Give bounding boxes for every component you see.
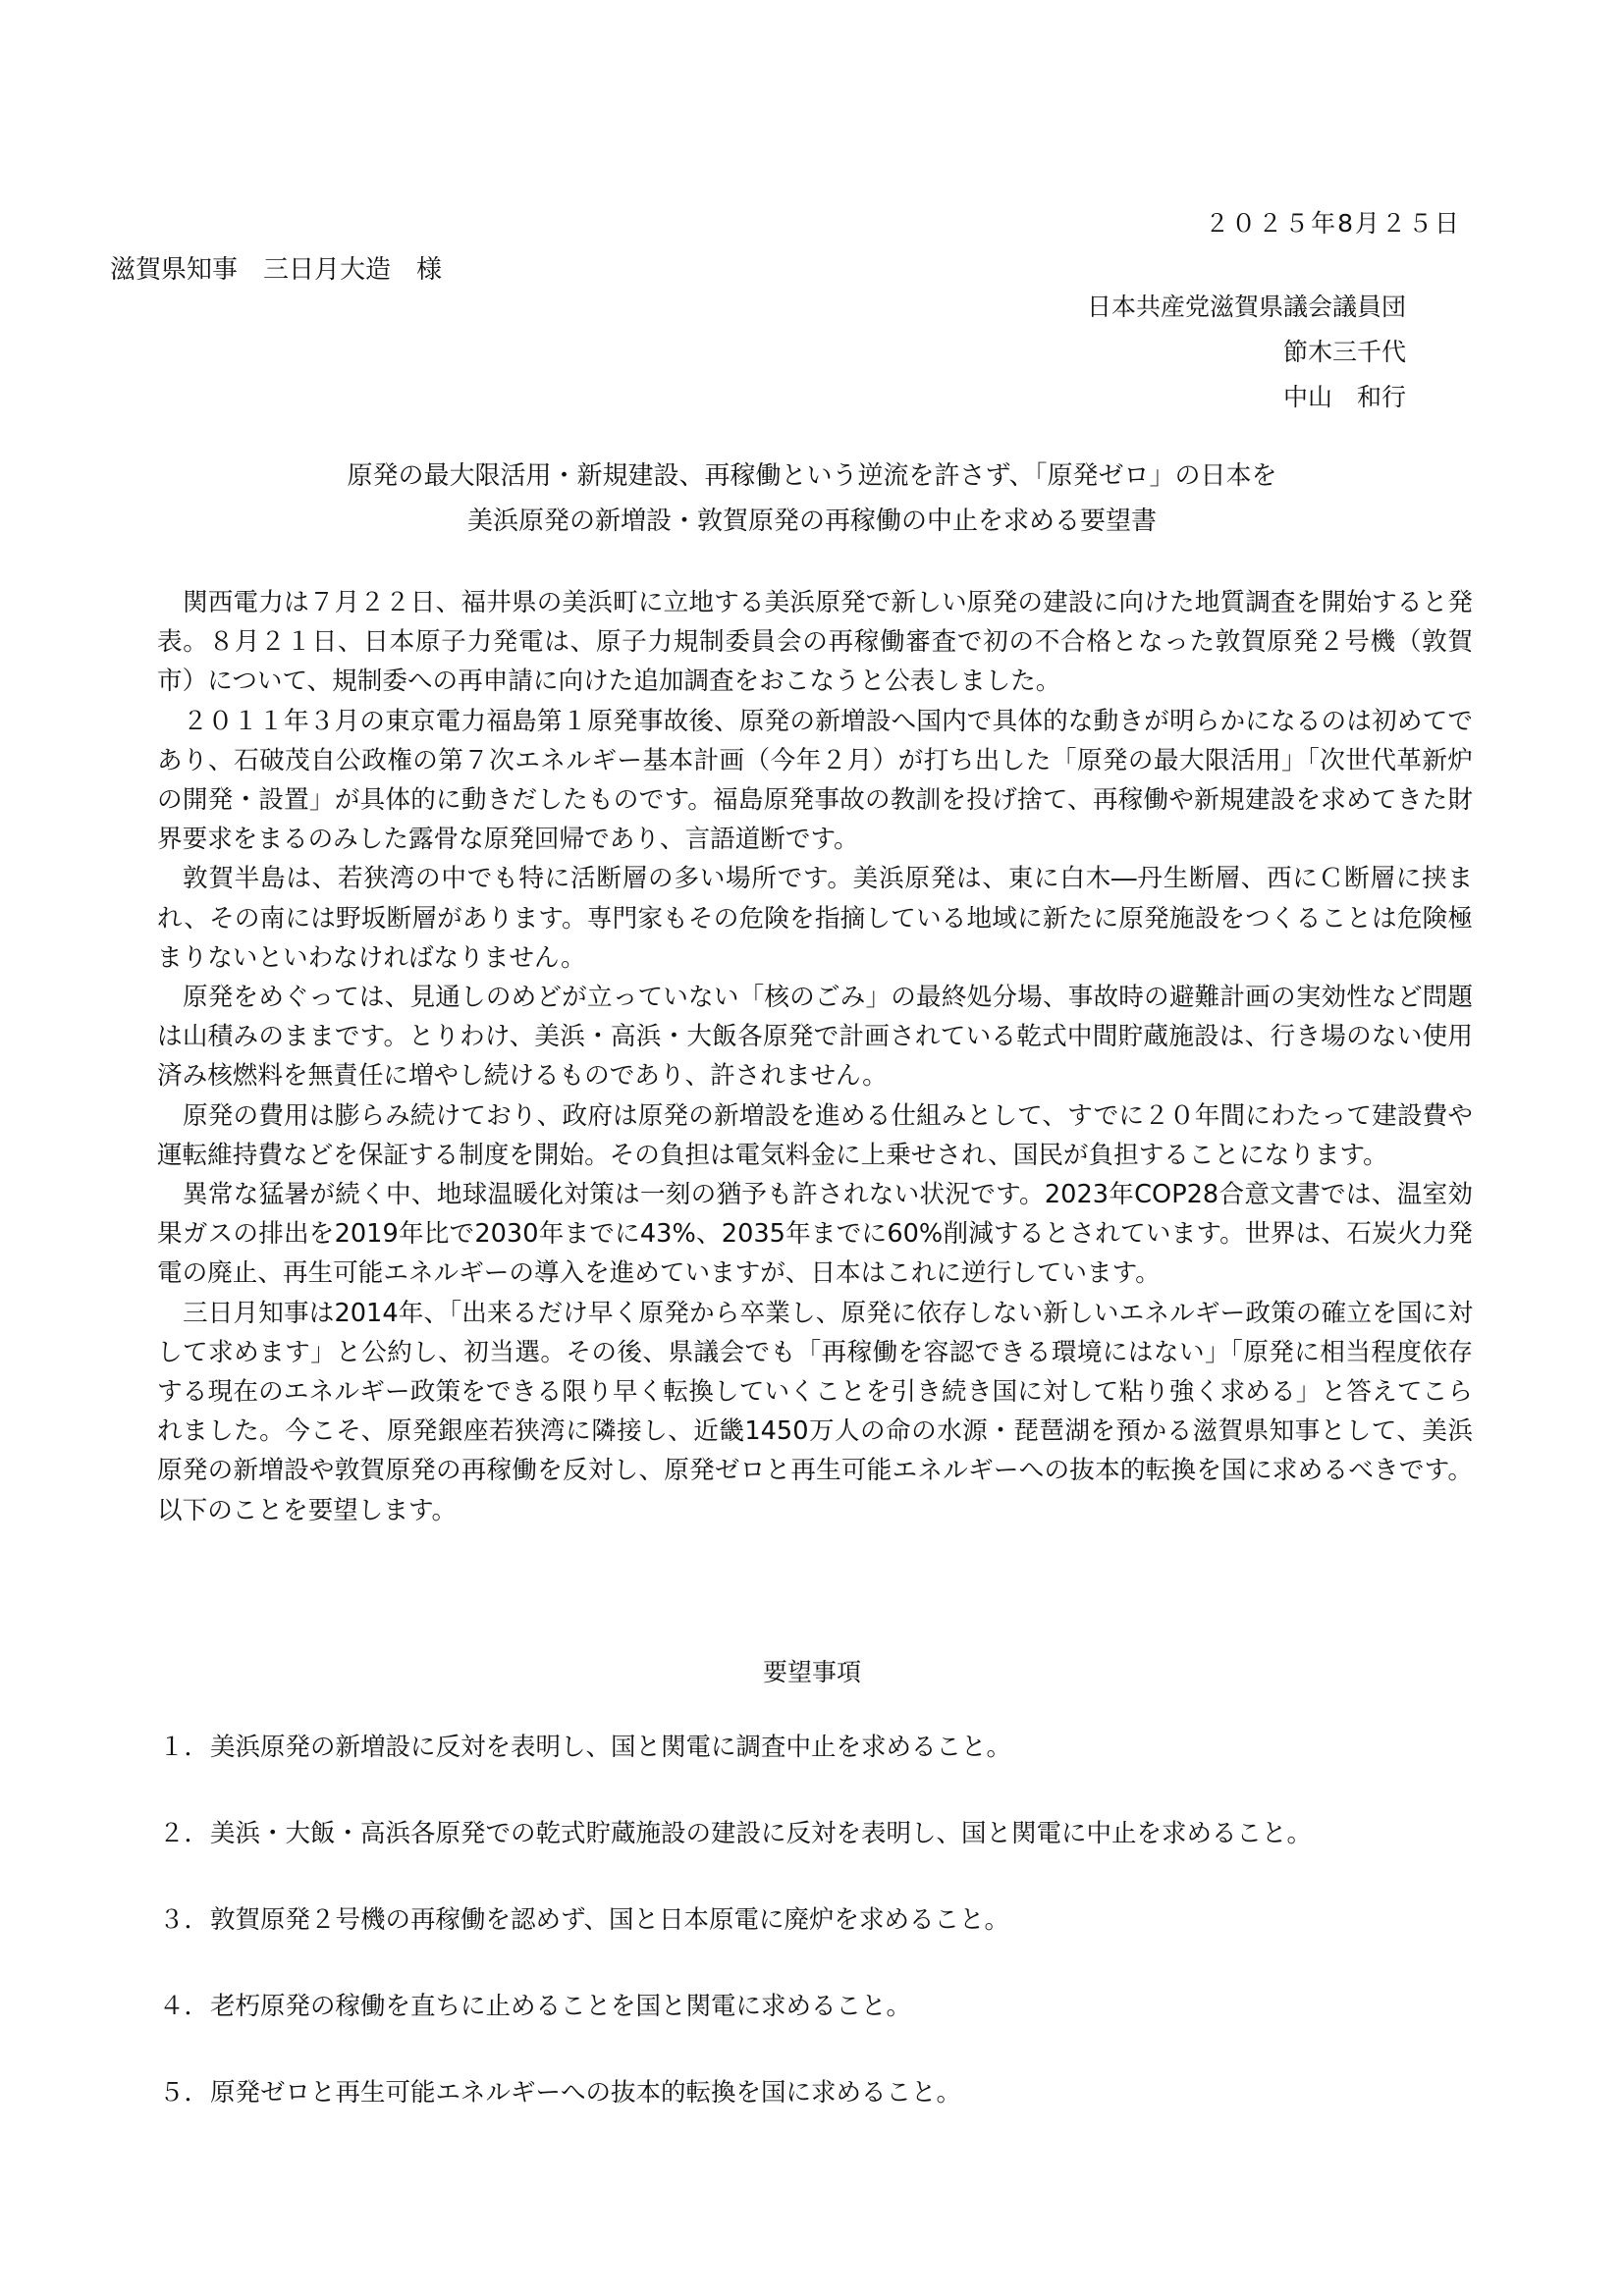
addressee: 滋賀県知事 三日月大造 様 — [110, 255, 443, 285]
demand-text: 美浜・大飯・高浜各原発での乾式貯蔵施設の建設に反対を表明し、国と関電に中止を求めること。 — [210, 1819, 1313, 1848]
demands-list — [159, 1728, 1475, 2160]
body-paragraph: 原発をめぐっては、見通しのめどが立っていない「核のごみ」の最終処分場、事故時の避難計画の実効性など問題は山積みのままです。とりわけ、美浜・高浜・大飯各原発で計画されている乾式中間貯蔵施設は、行き場のない使用済み核燃料を無責任に増やし続けるものであり、許されません。 — [157, 983, 1473, 1092]
sender-organization: 日本共産党滋賀県議会議員団 — [1086, 293, 1406, 321]
title-line: 原発の最大限活用・新規建設、再稼働という逆流を許さず、「原発ゼロ」の日本を — [347, 461, 1277, 491]
title-line: 美浜原発の新増設・敦賀原発の再稼働の中止を求める要望書 — [466, 507, 1157, 536]
sender-member: 中山 和行 — [1282, 383, 1406, 411]
document-date: ２０２５年8月２５日 — [1205, 209, 1461, 238]
body-paragraph: 関西電力は７月２２日、福井県の美浜町に立地する美浜原発で新しい原発の建設に向けた地質調査を開始すると発表。８月２１日、日本原子力発電は、原子力規制委員会の再稼働審査で初の不合格となった敦賀原発２号機（敦賀市）について、規制委への再申請に向けた追加調査をおこなうと公表しました。 — [157, 588, 1473, 697]
demand-item — [159, 2073, 1475, 2160]
demand-number: ５． — [159, 2078, 210, 2108]
body-paragraph: 三日月知事は2014年、「出来るだけ早く原発から卒業し、原発に依存しない新しいエネルギー政策の確立を国に対して求めます」と公約し、初当選。その後、県議会でも「再稼働を容認できる環境にはない」「原発に相当程度依存する現在のエネルギー政策をできる限り早く転換していくことを引き続き国に対して粘り強く求める」と答えてこられました。今こそ、原発銀座若狭湾に隣接し、近畿1450万人の命の水源・琵琶湖を預かる滋賀県知事として、美浜原発の新増設や敦賀原発の再稼働を反対し、原発ゼロと再生可能エネルギーへの抜本的転換を国に求めるべきです。以下のことを要望します。 — [157, 1298, 1473, 1525]
body-paragraph: ２０１１年３月の東京電力福島第１原発事故後、原発の新増設へ国内で具体的な動きが明らかになるのは初めてであり、石破茂自公政権の第７次エネルギー基本計画（今年２月）が打ち出した「原発の最大限活用」「次世代革新炉の開発・設置」が具体的に動きだしたものです。福島原発事故の教訓を投げ捨て、再稼働や新規建設を求めてきた財界要求をまるのみした露骨な原発回帰であり、言語道断です。 — [157, 706, 1473, 855]
demand-item — [159, 1987, 1475, 2073]
demand-item — [159, 1900, 1475, 1987]
sender-member: 節木三千代 — [1282, 338, 1406, 366]
demand-number: ４． — [159, 1992, 210, 2021]
demand-number: ２． — [159, 1819, 210, 1848]
demand-item — [159, 1728, 1475, 1814]
demand-text: 原発ゼロと再生可能エネルギーへの抜本的転換を国に求めること。 — [210, 2078, 962, 2108]
demand-number: １． — [159, 1733, 210, 1762]
body-paragraph: 原発の費用は膨らみ続けており、政府は原発の新増設を進める仕組みとして、すでに２０年間にわたって建設費や運転維持費などを保証する制度を開始。その負担は電気料金に上乗せされ、国民が負担することになります。 — [157, 1100, 1473, 1170]
demands-heading: 要望事項 — [762, 1658, 861, 1686]
document-title — [0, 454, 1624, 544]
sender-block — [1087, 285, 1406, 420]
body-paragraph: 異常な猛暑が続く中、地球温暖化対策は一刻の猶予も許されない状況です。2023年COP28合意文書では、温室効果ガスの排出を2019年比で2030年までに43%、2035年までに60%削減するとされています。世界は、石炭火力発電の廃止、再生可能エネルギーの導入を進めていますが、日本はこれに逆行しています。 — [157, 1180, 1473, 1289]
demand-text: 老朽原発の稼働を直ちに止めることを国と関電に求めること。 — [210, 1992, 912, 2021]
body-text — [157, 583, 1473, 1530]
demand-number: ３． — [159, 1905, 210, 1935]
demand-text: 美浜原発の新増設に反対を表明し、国と関電に調査中止を求めること。 — [210, 1733, 1012, 1762]
body-paragraph: 敦賀半島は、若狭湾の中でも特に活断層の多い場所です。美浜原発は、東に白木―丹生断層、西にＣ断層に挟まれ、その南には野坂断層があります。専門家もその危険を指摘している地域に新たに原発施設をつくることは危険極まりないといわなければなりません。 — [157, 864, 1473, 973]
demand-item — [159, 1814, 1475, 1900]
demand-text: 敦賀原発２号機の再稼働を認めず、国と日本原電に廃炉を求めること。 — [210, 1905, 1009, 1935]
